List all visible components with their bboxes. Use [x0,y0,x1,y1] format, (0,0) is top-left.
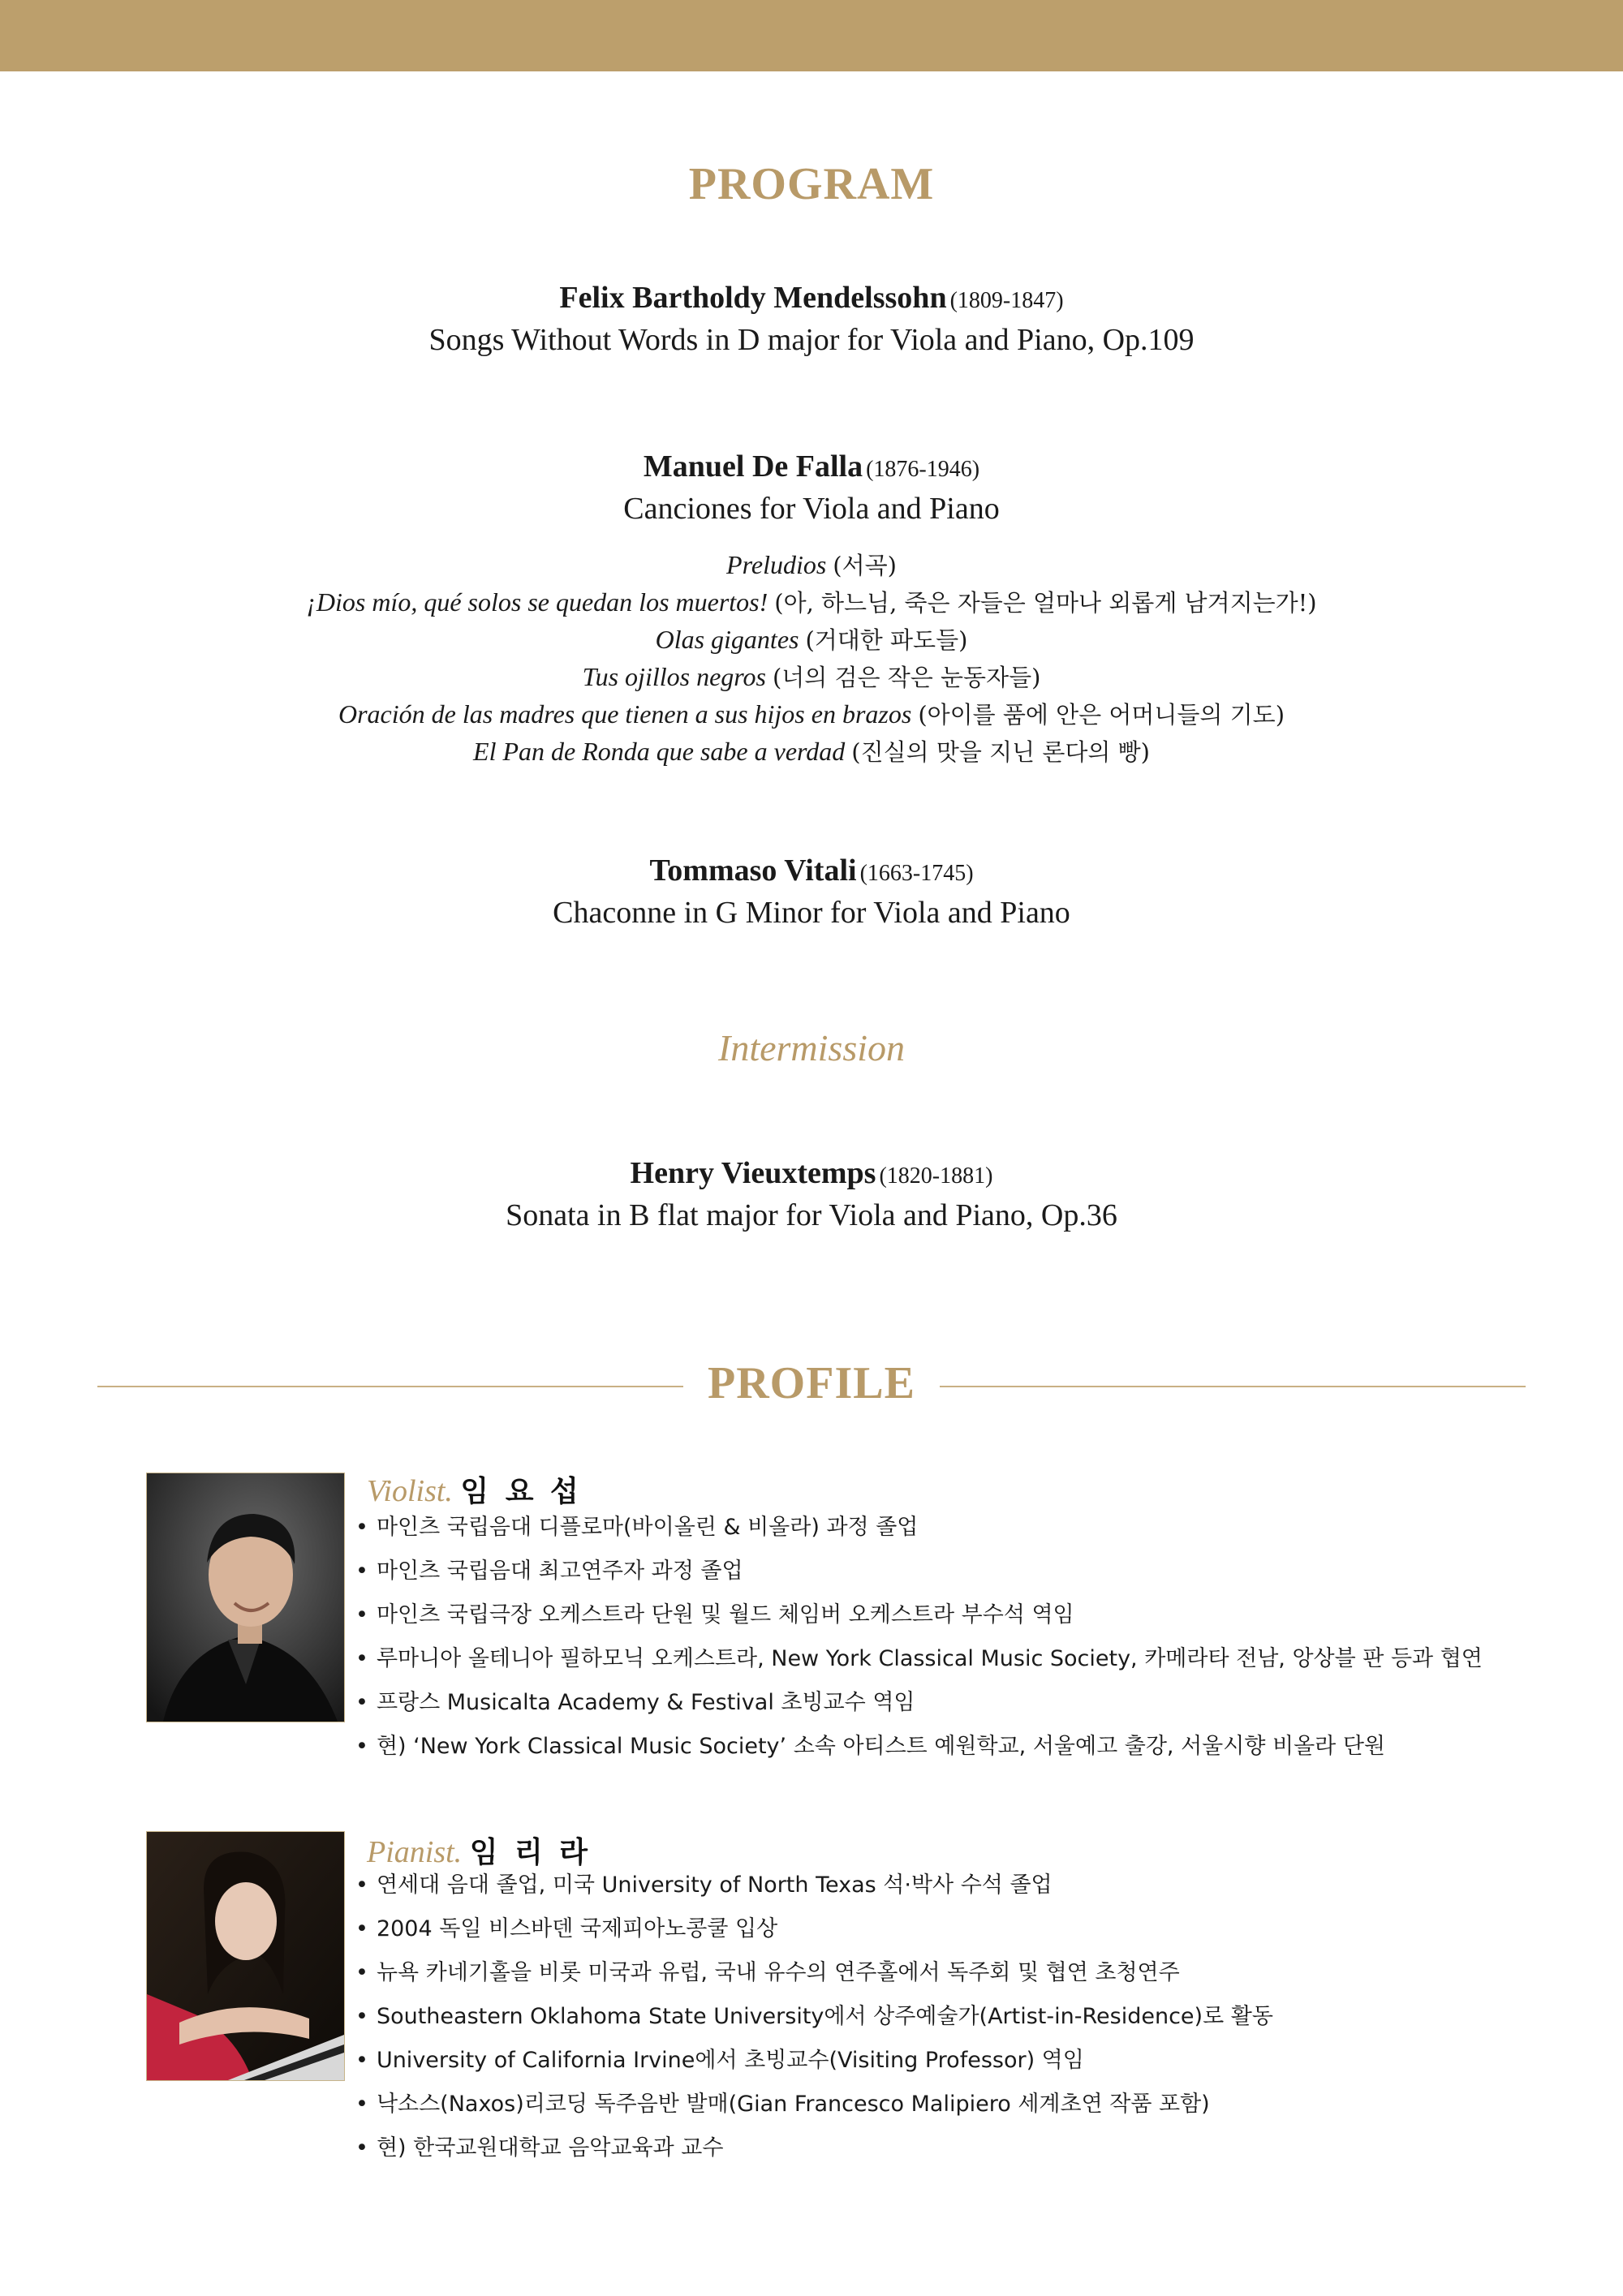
composer-years: (1663-1745) [859,861,974,886]
bio-item: • 루마니아 올테니아 필하모닉 오케스트라, New York Classical Music Society, 카메라타 전남, 앙상블 판 등과 협연 [355,1637,1483,1681]
artist-name: 임 요 섭 [460,1475,582,1508]
piece-vieuxtemps [0,1155,1623,1233]
program-heading: PROGRAM [688,159,935,209]
violist-title [367,1468,582,1510]
composer-years: (1820-1881) [879,1163,993,1189]
violist-photo [146,1473,345,1722]
bio-item: • 마인츠 국립음대 최고연주자 과정 졸업 [355,1550,1483,1593]
piece-vitali [0,853,1623,931]
composer-years: (1809-1847) [949,288,1064,313]
bio-item: • 2004 독일 비스바덴 국제피아노콩쿨 입상 [355,1907,1273,1951]
bio-item: • 마인츠 국립음대 디플로마(바이올린 & 비올라) 과정 졸업 [355,1506,1483,1550]
pianist-portrait-icon [147,1832,344,2080]
movement-item: Tus ojillos negros (너의 검은 작은 눈동자들) [582,662,1041,691]
composer-years: (1876-1946) [866,457,980,482]
bio-item: • 낙소스(Naxos)리코딩 독주음반 발매(Gian Francesco Malipiero 세계초연 작품 포함) [355,2083,1273,2126]
composer-name: Tommaso Vitali [649,853,857,888]
movement-item: Oración de las madres que tienen a sus hijos en brazos (아이를 품에 안은 어머니들의 기도) [338,699,1285,729]
work-title: Canciones for Viola and Piano [623,492,1000,526]
bio-item: • 현) ‘New York Classical Music Society’ 소속 아티스트 예원학교, 서울예고 출강, 서울시향 비올라 단원 [355,1725,1483,1769]
role-label: Violist. [367,1474,453,1508]
composer-name: Henry Vieuxtemps [630,1156,876,1190]
work-title: Chaconne in G Minor for Viola and Piano [553,896,1070,930]
bio-item: • 현) 한국교원대학교 음악교육과 교수 [355,2126,1273,2170]
work-title: Sonata in B flat major for Viola and Piano, Op.36 [506,1198,1117,1232]
movement-item: ¡Dios mío, qué solos se quedan los muertos! (아, 하느님, 죽은 자들은 얼마나 외롭게 남겨지는가!) [306,587,1317,617]
composer-name: Manuel De Falla [643,449,863,484]
composer-name: Felix Bartholdy Mendelssohn [559,281,947,315]
violist-bio [355,1506,1483,1769]
bio-item: • 프랑스 Musicalta Academy & Festival 초빙교수 역임 [355,1681,1483,1725]
work-title: Songs Without Words in D major for Viola and Piano, Op.109 [428,323,1195,357]
bio-item: • Southeastern Oklahoma State University에서 상주예술가(Artist-in-Residence)로 활동 [355,1995,1273,2039]
movement-item: Olas gigantes (거대한 파도들) [655,625,968,654]
bio-item: • 뉴욕 카네기홀을 비롯 미국과 유럽, 국내 유수의 연주홀에서 독주회 및 협연 초청연주 [355,1951,1273,1995]
movement-item: El Pan de Ronda que sabe a verdad (진실의 맛을 지닌 론다의 빵) [473,737,1150,766]
violist-portrait-icon [147,1473,344,1722]
top-banner [0,0,1623,71]
movement-item: Preludios (서곡) [726,550,897,579]
piece-mendelssohn [0,280,1623,358]
bio-item: • 마인츠 국립극장 오케스트라 단원 및 월드 체임버 오케스트라 부수석 역임 [355,1593,1483,1637]
pianist-photo [146,1831,345,2081]
bio-item: • University of California Irvine에서 초빙교수(Visiting Professor) 역임 [355,2039,1273,2083]
artist-name: 임 리 라 [469,1836,592,1869]
pianist-bio [355,1864,1273,2170]
piece-de-falla [0,449,1623,527]
role-label: Pianist. [367,1835,463,1869]
movement-list [0,547,1623,771]
profile-heading: PROFILE [708,1358,915,1408]
intermission-label: Intermission [718,1027,905,1068]
bio-item: • 연세대 음대 졸업, 미국 University of North Texas 석·박사 수석 졸업 [355,1864,1273,1907]
